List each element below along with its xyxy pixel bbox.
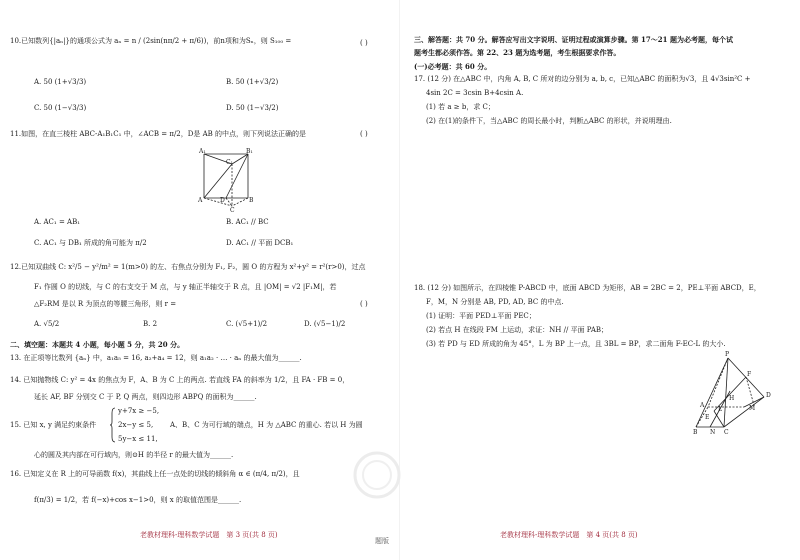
q11-option-c: C. AC₁ 与 DB₁ 所成的角可能为 π/2	[34, 239, 147, 247]
q18-label-e: E	[705, 414, 710, 421]
center-watermark-icon	[352, 450, 402, 503]
q10-option-c: C. 50 (1−√3/3)	[34, 104, 87, 112]
q10-option-a: A. 50 (1+√3/3)	[34, 78, 87, 86]
section-fill-in-title: 二、填空题：本题共 4 小题，每小题 5 分，共 20 分。	[10, 340, 185, 349]
q11-label-c: C	[230, 207, 235, 214]
q18-sub-2: (2) 若点 H 在线段 FM 上运动，求证：NH // 平面 PAB；	[426, 326, 609, 334]
q12-stem-1: 12.已知双曲线 C: x²/5 − y²/m² = 1(m>0) 的左、右焦点分别为 F₁, F₂，圆 O 的方程为 x²+y² = r²(r>0)，过点	[10, 263, 366, 271]
section-required-title: (一)必考题：共 60 分。	[414, 62, 492, 71]
q11-label-d: D	[220, 197, 225, 204]
q16-line-2: f(π/3) = 1/2，若 f(−x)+cos x−1>0，则 x 的取值范围是______.	[34, 496, 242, 504]
q11-label-a: A	[198, 197, 203, 204]
q15-lead: 15. 已知 x, y 满足约束条件	[10, 421, 97, 429]
q12-stem-2: F₁ 作圆 O 的切线，与 C 的右支交于 M 点，与 y 轴正半轴交于 R 点，且 |OM| = √2 |F₁M|，若	[34, 283, 337, 291]
q15-constraint-2: 2x−y ≤ 5,	[118, 421, 154, 429]
center-stamp: 题版	[375, 537, 389, 545]
q18-label-a: A	[700, 402, 705, 409]
q18-label-h: H	[729, 395, 735, 402]
q18-label-l: L	[718, 406, 722, 413]
q17-line-2: 4sin 2C = 3csin B+4csin A.	[426, 89, 524, 97]
q11-label-a1: A₁	[199, 148, 206, 155]
q12-answer-paren: ( )	[360, 300, 368, 308]
q11-label-b: B	[249, 197, 254, 204]
q11-prism-figure	[196, 148, 256, 208]
left-page-footer: 老教材理科-理科数学试题 第 3 页(共 8 页)	[140, 531, 278, 539]
q15-tail: A、B、C 为可行域的端点，H 为 △ABC 的重心. 若以 H 为圆	[170, 421, 363, 429]
q17-sub-2: (2) 在(1)的条件下，当△ABC 的周长最小时，判断△ABC 的形状，并说明理由.	[426, 117, 672, 125]
q11-label-b1: B₁	[246, 148, 253, 155]
q18-label-f: F	[747, 371, 752, 378]
q17-line-1: 17. (12 分) 在△ABC 中，内角 A, B, C 所对的边分别为 a, b, c，已知△ABC 的面积为√3，且 4√3sin²C +	[414, 75, 751, 83]
q12-option-b: B. 2	[143, 320, 158, 328]
q15-constraint-1: y+7x ≥ −5,	[118, 407, 160, 415]
q10-option-d: D. 50 (1−√3/2)	[226, 104, 279, 112]
q11-option-a: A. AC₁ = AB₁	[34, 218, 81, 226]
right-page-footer: 老教材理科-理科数学试题 第 4 页(共 8 页)	[500, 531, 638, 539]
q14-line-2: 延长 AF, BF 分别交 C 于 P, Q 两点，则四边形 ABPQ 的面积为______.	[34, 393, 257, 401]
q10-option-b: B. 50 (1+√3/2)	[226, 78, 279, 86]
page-4	[400, 0, 800, 560]
q15-system-brace	[110, 407, 116, 443]
q18-label-b: B	[693, 429, 698, 436]
q11-answer-paren: ( )	[360, 130, 368, 138]
section-solution-note: 题考生都必须作答。第 22、23 题为选考题，考生根据要求作答。	[414, 48, 621, 57]
q12-stem-3: △F₂RM 是以 R 为顶点的等腰三角形，则 r =	[34, 300, 177, 308]
q11-stem: 11.如图，在直三棱柱 ABC-A₁B₁C₁ 中，∠ACB = π/2，D是 AB 的中点，则下列说法正确的是	[10, 130, 307, 138]
q18-sub-1: (1) 证明：平面 PED⊥平面 PEC；	[426, 312, 536, 320]
q11-option-b: B. AC₁ // BC	[226, 218, 269, 226]
q17-sub-1: (1) 若 a ≥ b，求 C；	[426, 103, 495, 111]
q18-label-p: P	[725, 351, 730, 358]
q12-option-c: C. (√5+1)/2	[226, 320, 268, 328]
q12-option-d: D. (√5−1)/2	[304, 320, 346, 328]
q10-answer-paren: ( )	[360, 39, 368, 47]
q18-sub-3: (3) 若 PD 与 ED 所成的角为 45°，L 为 BP 上一点，且 3BL = BP，求二面角 F-EC-L 的大小.	[426, 340, 726, 348]
q18-label-d: D	[766, 392, 771, 399]
q11-label-c1: C₁	[226, 159, 233, 166]
q11-option-d: D. AC₁ // 平面 DCB₁	[226, 239, 294, 247]
section-solution-title: 三、解答题：共 70 分。解答应写出文字说明、证明过程或演算步骤。第 17～21 题为必考题，每个试	[414, 35, 733, 44]
q18-label-n: N	[710, 429, 716, 436]
q18-label-c: C	[724, 429, 729, 436]
q15-constraint-3: 5y−x ≤ 11,	[118, 435, 158, 443]
q12-option-a: A. √5/2	[34, 320, 60, 328]
q18-line-1: 18. (12 分) 如图所示，在四棱锥 P-ABCD 中，底面 ABCD 为矩形，AB = 2BC = 2，PE⊥平面 ABCD，E，	[414, 284, 761, 292]
q10-stem: 10.已知数列{|aₙ|}的通项公式为 aₙ = n / (2sin(nπ/2 + π/6))，前n项和为Sₙ，则 S₁₀₀ =	[10, 37, 292, 45]
q18-label-m: M	[749, 405, 756, 412]
q13-text: 13. 在正项等比数列 {aₙ} 中，a₁a₅ = 16, a₂+a₄ = 12，则 a₁a₂ · … · aₙ 的最大值为______.	[10, 354, 302, 362]
q14-line-1: 14. 已知抛物线 C: y² = 4x 的焦点为 F，A、B 为 C 上的两点. 若直线 FA 的斜率为 1/2，且 FA · FB = 0，	[10, 376, 350, 384]
q18-line-2: F，M，N 分别是 AB, PD, AD, BC 的中点.	[426, 298, 564, 306]
q16-line-1: 16. 已知定义在 R 上的可导函数 f(x)，其曲线上任一点处的切线的倾斜角 α ∈ (π/4, π/2)，且	[10, 470, 300, 478]
q15-line-2: 心的圆及其内部在可行域内，则⊙H 的半径 r 的最大值为______.	[34, 451, 234, 459]
